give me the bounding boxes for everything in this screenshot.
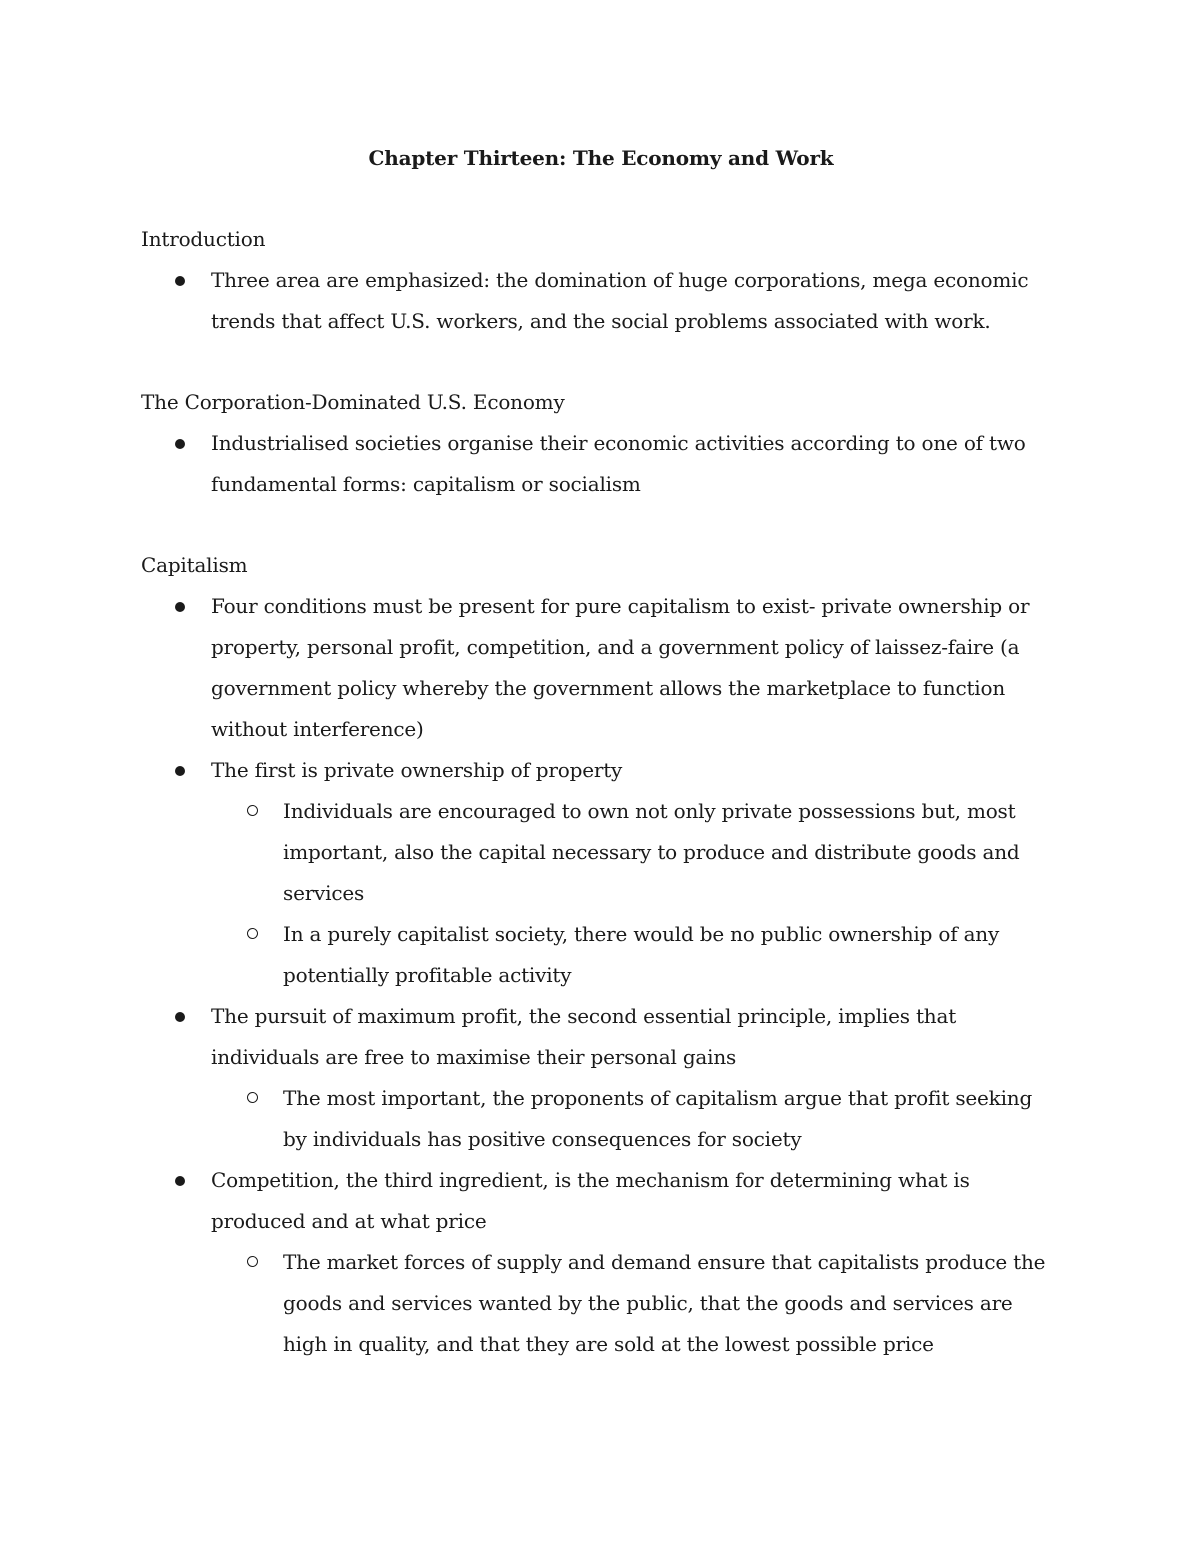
bullet-text: The first is private ownership of property xyxy=(211,758,623,782)
section-heading: Capitalism xyxy=(141,553,248,577)
document-title: Chapter Thirteen: The Economy and Work xyxy=(368,146,834,170)
hollow-bullet-icon xyxy=(247,1092,258,1103)
filled-bullet-icon xyxy=(175,439,185,449)
bullet-text: Three area are emphasized: the domination of huge corporations, mega economic trends that affect U.S. workers, and the social problems associated with work. xyxy=(211,268,1029,333)
spacer xyxy=(141,505,1061,545)
bullet-item xyxy=(141,586,1061,750)
hollow-bullet-icon xyxy=(247,805,258,816)
hollow-bullet-icon xyxy=(247,928,258,939)
sub-bullet-list xyxy=(211,1078,1061,1160)
sub-bullet-item xyxy=(211,1078,1061,1160)
filled-bullet-icon xyxy=(175,1176,185,1186)
sub-bullet-item xyxy=(211,914,1061,996)
sub-bullet-text: The most important, the proponents of capitalism argue that profit seeking by individuals has positive consequences for society xyxy=(283,1086,1033,1151)
bullet-text: Competition, the third ingredient, is the mechanism for determining what is produced and at what price xyxy=(211,1168,970,1233)
section-capitalism xyxy=(141,545,1061,1365)
sub-bullet-text: The market forces of supply and demand ensure that capitalists produce the goods and services wanted by the public, that the goods and services are high in quality, and that they are sold at the lowest possible price xyxy=(283,1250,1046,1356)
bullet-item xyxy=(141,996,1061,1160)
bullet-item xyxy=(141,423,1061,505)
bullet-text: Four conditions must be present for pure capitalism to exist- private ownership or property, personal profit, competition, and a government policy of laissez-faire (a government policy whereby the government allows the marketplace to function without interference) xyxy=(211,594,1030,741)
sub-bullet-text: Individuals are encouraged to own not only private possessions but, most important, also the capital necessary to produce and distribute goods and services xyxy=(283,799,1020,905)
sub-bullet-list xyxy=(211,1242,1061,1365)
sub-bullet-item xyxy=(211,1242,1061,1365)
bullet-item xyxy=(141,260,1061,342)
section-corporation-dominated-economy xyxy=(141,382,1061,505)
bullet-list xyxy=(141,586,1061,1365)
section-introduction xyxy=(141,219,1061,342)
spacer xyxy=(141,342,1061,382)
document-page xyxy=(141,138,1061,1365)
bullet-text: Industrialised societies organise their economic activities according to one of two fundamental forms: capitalism or socialism xyxy=(211,431,1026,496)
hollow-bullet-icon xyxy=(247,1256,258,1267)
bullet-item xyxy=(141,1160,1061,1365)
filled-bullet-icon xyxy=(175,276,185,286)
bullet-list xyxy=(141,260,1061,342)
bullet-list xyxy=(141,423,1061,505)
filled-bullet-icon xyxy=(175,766,185,776)
sub-bullet-item xyxy=(211,791,1061,914)
filled-bullet-icon xyxy=(175,602,185,612)
sub-bullet-text: In a purely capitalist society, there would be no public ownership of any potentially profitable activity xyxy=(283,922,1000,987)
spacer xyxy=(141,179,1061,219)
filled-bullet-icon xyxy=(175,1012,185,1022)
section-heading: The Corporation-Dominated U.S. Economy xyxy=(141,390,565,414)
bullet-item xyxy=(141,750,1061,996)
section-heading: Introduction xyxy=(141,227,266,251)
sub-bullet-list xyxy=(211,791,1061,996)
bullet-text: The pursuit of maximum profit, the second essential principle, implies that individuals are free to maximise their personal gains xyxy=(211,1004,957,1069)
